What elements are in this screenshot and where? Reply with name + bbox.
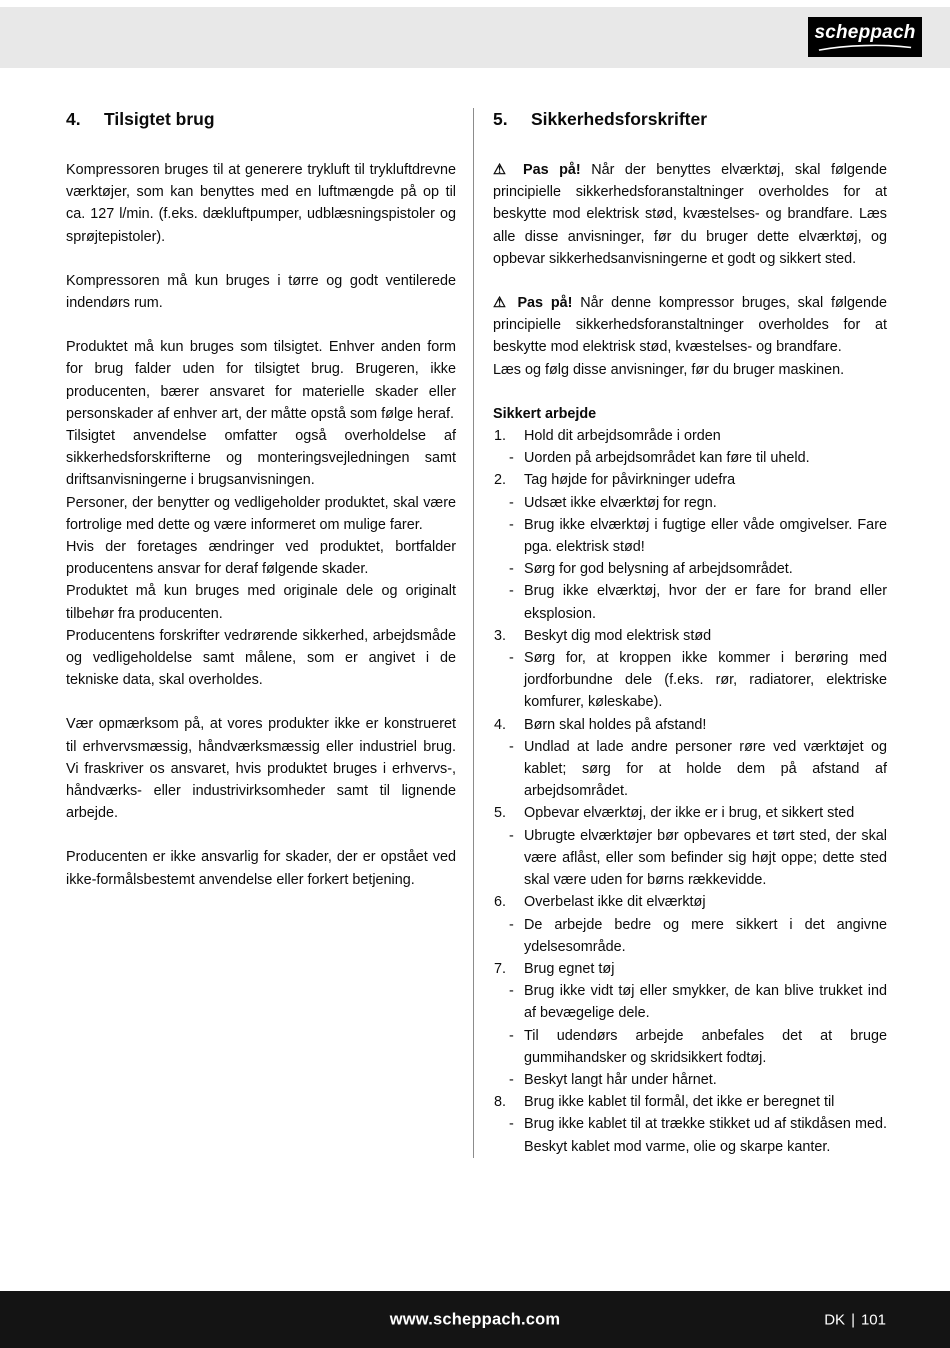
dash-bullet: -	[509, 827, 514, 844]
rule-point	[493, 825, 887, 892]
rule-point-text: Brug ikke kablet til at trække stikket ud af stikdåsen med. Beskyt kablet mod varme, olie og skarpe kanter.	[524, 1116, 887, 1155]
rule-point-text: Undlad at lade andre personer røre ved værktøjet og kablet; sørg for at holde dem på afstand af arbejdsområdet.	[524, 738, 887, 800]
scheppach-logo-text: scheppach	[814, 21, 916, 43]
rule-point-text: Udsæt ikke elværktøj for regn.	[524, 494, 717, 511]
paragraph-block	[66, 336, 456, 691]
rule-number: 8.	[494, 1094, 507, 1111]
rule-point	[493, 447, 887, 469]
paragraph-block	[66, 713, 456, 824]
rule-point	[493, 914, 887, 958]
rule-point	[493, 492, 887, 514]
rule-title: Brug egnet tøj	[524, 960, 615, 977]
rule-point	[493, 647, 887, 714]
rule-title: Børn skal holdes på afstand!	[524, 716, 707, 733]
rule-title: Opbevar elværktøj, der ikke er i brug, et sikkert sted	[524, 805, 855, 822]
safety-rule-row	[493, 625, 887, 647]
safety-rule	[493, 1091, 887, 1158]
left-column-blocks	[66, 159, 456, 891]
dash-bullet: -	[509, 650, 514, 667]
scheppach-logo	[808, 17, 922, 57]
rule-point-text: Brug ikke elværktøj i fugtige eller våde omgivelser. Fare pga. elektrisk stød!	[524, 516, 887, 556]
paragraph: Vær opmærksom på, at vores produkter ikke er konstrueret til erhvervsmæssig, håndværksmæssig eller industriel brug. Vi fraskriver os ansvaret, hvis produktet bruges i erhvervs-, håndværks- eller industrivirksomheder samt til lignende arbejde.	[66, 716, 456, 822]
rule-point-text: Til udendørs arbejde anbefales det at bruge gummihandsker og skridsikkert fodtøj.	[524, 1027, 887, 1066]
rule-number: 4.	[494, 716, 507, 733]
dash-bullet: -	[509, 450, 514, 467]
rule-number: 6.	[494, 894, 507, 911]
section-title: Sikkerhedsforskrifter	[531, 109, 708, 129]
rule-title: Overbelast ikke dit elværktøj	[524, 894, 706, 911]
safety-rule-row	[493, 469, 887, 491]
dash-bullet: -	[509, 516, 514, 533]
footer	[0, 1291, 950, 1348]
safety-work-heading: Sikkert arbejde	[493, 405, 597, 422]
rule-point-text: Sørg for, at kroppen ikke kommer i berøring med jordforbundne dele (f.eks. rør, radiatorer, elektriske komfurer, køleskabe).	[524, 650, 887, 711]
dash-bullet: -	[509, 583, 514, 600]
rule-point	[493, 1113, 887, 1157]
left-column	[66, 108, 456, 1158]
rule-point-text: Sørg for god belysning af arbejdsområdet.	[524, 561, 793, 578]
warning-label: Pas på!	[522, 162, 581, 178]
safety-list	[493, 425, 887, 1158]
rule-point-text: Beskyt langt hår under hårnet.	[524, 1071, 717, 1088]
safety-rule	[493, 425, 887, 469]
safety-rule	[493, 714, 887, 803]
warnings	[493, 159, 887, 381]
safety-rule-row	[493, 425, 887, 447]
rule-point	[493, 980, 887, 1024]
rule-point-text: Uorden på arbejdsområdet kan føre til uheld.	[524, 450, 810, 467]
rule-point	[493, 514, 887, 558]
safety-rule-row	[493, 714, 887, 736]
rule-number: 3.	[494, 627, 507, 644]
paragraph: Kompressoren bruges til at generere trykluft til trykluftdrevne værktøjer, som kan benyttes med en luftmængde på op til ca. 127 l/min. (f.eks. dækluftpumper, udblæsningspistoler og sprøjtepistoler).	[66, 162, 456, 245]
safety-rule	[493, 891, 887, 958]
paragraph-block	[66, 270, 456, 314]
rule-title: Tag højde for påvirkninger udefra	[524, 472, 736, 489]
safety-rule	[493, 802, 887, 891]
dash-bullet: -	[509, 1116, 514, 1133]
rule-point	[493, 1025, 887, 1069]
rule-title: Hold dit arbejdsområde i orden	[524, 428, 721, 445]
warning-block	[493, 292, 887, 381]
paragraph: Producenten er ikke ansvarlig for skader, der er opstået ved ikke-formålsbestemt anvendelse eller forkert betjening.	[66, 849, 456, 888]
footer-url: www.scheppach.com	[389, 1310, 561, 1328]
rule-point-text: Ubrugte elværktøjer bør opbevares et tørt sted, der skal være aflåst, eller som befinder sig højt oppe; dette sted skal være uden for børns rækkevidde.	[524, 827, 887, 889]
right-column	[493, 108, 887, 1158]
safety-rule	[493, 958, 887, 1091]
rule-number: 2.	[494, 472, 507, 489]
paragraph: Tilsigtet anvendelse omfatter også overholdelse af sikkerhedsforskrifterne og monteringsvejledningen samt driftsanvisningerne i brugsanvisningen.	[66, 428, 456, 489]
content	[0, 68, 950, 1158]
rule-title: Brug ikke kablet til formål, det ikke er beregnet til	[524, 1094, 835, 1111]
warning-icon: ⚠	[493, 295, 510, 312]
footer-separator: |	[851, 1311, 855, 1328]
paragraph: Hvis der foretages ændringer ved produktet, bortfalder producentens ansvar for deraf følgende skader.	[66, 539, 456, 578]
paragraph: Kompressoren må kun bruges i tørre og godt ventilerede indendørs rum.	[66, 272, 456, 312]
rule-number: 7.	[494, 960, 507, 977]
dash-bullet: -	[509, 1071, 514, 1088]
warning-block	[493, 159, 887, 270]
paragraph-block	[66, 846, 456, 890]
section-heading-5	[493, 108, 887, 130]
safety-rule-row	[493, 1091, 887, 1113]
dash-bullet: -	[509, 983, 514, 1000]
logo-swoosh-icon	[817, 44, 913, 51]
section-heading-4	[66, 108, 456, 130]
section-number: 5.	[493, 109, 508, 129]
dash-bullet: -	[509, 916, 514, 933]
dash-bullet: -	[509, 561, 514, 578]
rule-point-text: Brug ikke vidt tøj eller smykker, de kan blive trukket ind af bevægelige dele.	[524, 983, 887, 1022]
rule-point	[493, 580, 887, 624]
paragraph: ⚠ Pas på! Når denne kompressor bruges, skal følgende principielle sikkerhedsforanstaltninger overholdes for at beskytte mod elektrisk stød, kvæstelses- og brandfare.	[493, 295, 887, 356]
section-number: 4.	[66, 109, 81, 129]
safety-rule	[493, 625, 887, 714]
paragraph: Personer, der benytter og vedligeholder produktet, skal være fortrolige med dette og være informeret om mulige farer.	[66, 494, 456, 533]
header-band	[0, 7, 950, 68]
dash-bullet: -	[509, 1027, 514, 1044]
footer-lang: DK	[824, 1311, 846, 1328]
rule-title: Beskyt dig mod elektrisk stød	[524, 627, 712, 644]
rule-point	[493, 1069, 887, 1091]
safety-rule-row	[493, 802, 887, 824]
paragraph-block	[66, 159, 456, 248]
warning-icon: ⚠	[493, 162, 513, 178]
dash-bullet: -	[509, 738, 514, 755]
safety-rule-row	[493, 891, 887, 913]
paragraph: Producentens forskrifter vedrørende sikkerhed, arbejdsmåde og vedligeholdelse samt målene, som er angivet i de tekniske data, skal overholdes.	[66, 627, 456, 689]
rule-number: 5.	[494, 805, 507, 822]
rule-point-text: Brug ikke elværktøj, hvor der er fare for brand eller eksplosion.	[524, 583, 887, 622]
paragraph: Produktet må kun bruges med originale dele og originalt tilbehør fra producenten.	[66, 583, 456, 622]
section-title: Tilsigtet brug	[104, 109, 215, 129]
paragraph: ⚠ Pas på! Når der benyttes elværktøj, skal følgende principielle sikkerhedsforanstaltninger overholdes for at beskytte mod elektrisk stød, kvæstelses- og brandfare. Læs alle disse anvisninger, før du bruger dette elværktøj, og opbevar sikkerhedsanvisningerne et godt og sikkert sted.	[493, 162, 887, 267]
dash-bullet: -	[509, 494, 514, 511]
rule-point-text: De arbejde bedre og mere sikkert i det angivne ydelsesområde.	[524, 916, 887, 955]
warning-label: Pas på!	[517, 295, 573, 312]
column-divider	[473, 108, 474, 1158]
rule-point	[493, 558, 887, 580]
paragraph: Læs og følg disse anvisninger, før du bruger maskinen.	[493, 361, 845, 378]
paragraph: Produktet må kun bruges som tilsigtet. Enhver anden form for brug falder uden for tilsigtet brug. Brugeren, ikke producenten, bærer ansvaret for materielle skader eller personskader af enhver art, der måtte opstå som følge heraf.	[66, 339, 456, 422]
safety-rule-row	[493, 958, 887, 980]
rule-point	[493, 736, 887, 803]
rule-number: 1.	[494, 428, 507, 445]
safety-rule	[493, 469, 887, 624]
footer-page-indicator	[824, 1311, 886, 1328]
footer-page-number: 101	[860, 1311, 886, 1328]
